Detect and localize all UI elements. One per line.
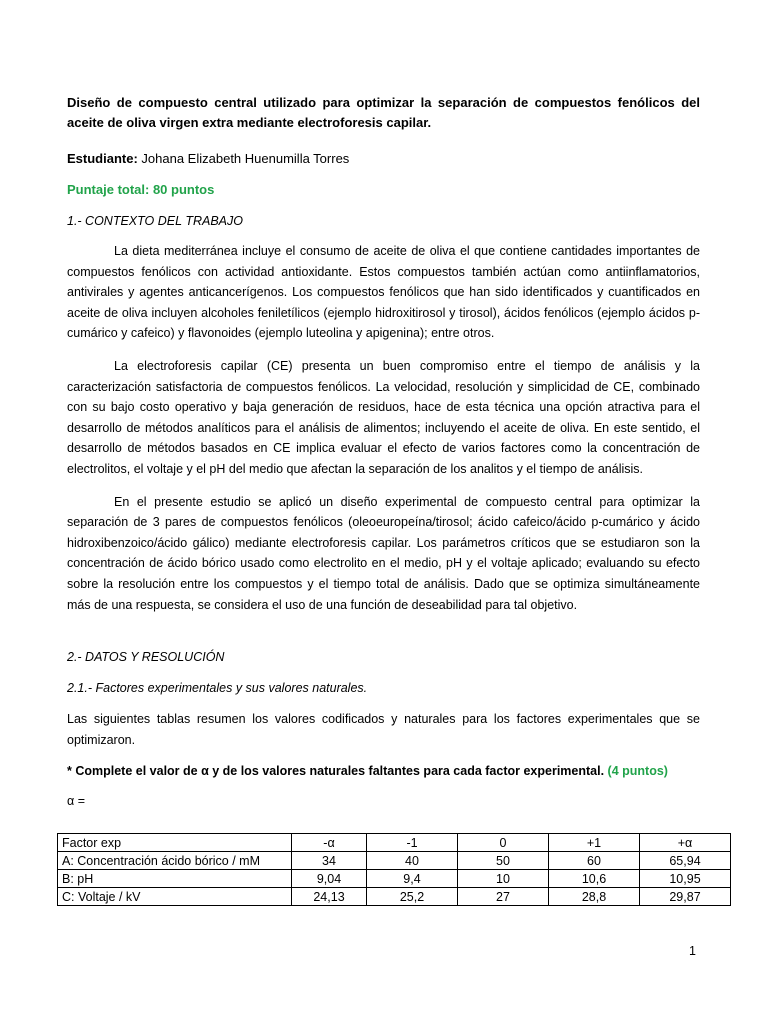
table-row	[58, 852, 731, 870]
table-cell: 10,95	[640, 870, 731, 888]
paragraph-1: La dieta mediterránea incluye el consumo de aceite de oliva el que contiene cantidades importantes de compuestos fenólicos con actividad antioxidante. Estos compuestos también actúan como antiinflamatorios, antivirales y agentes anticancerígenos. Los compuestos fenólicos que han sido identificados y cuantificados en aceite de oliva incluyen alcoholes feniletílicos (ejemplo hidroxitirosol y tirosol), ácidos fenólicos (ejemplo ácidos p-cumárico y cafeico) y flavonoides (ejemplo luteolina y apigenina); entre otros.	[67, 244, 700, 341]
section-1-heading: 1.- CONTEXTO DEL TRABAJO	[67, 214, 243, 228]
total-score: Puntaje total: 80 puntos	[67, 182, 215, 197]
student-name: Johana Elizabeth Huenumilla Torres	[141, 151, 350, 166]
factors-table	[57, 833, 731, 906]
table-header-cell: Factor exp	[58, 834, 292, 852]
table-cell: 10	[458, 870, 549, 888]
page-number: 1	[689, 944, 696, 958]
table-cell: 9,04	[292, 870, 367, 888]
table-cell: 34	[292, 852, 367, 870]
table-header-cell: -α	[292, 834, 367, 852]
table-cell: 65,94	[640, 852, 731, 870]
table-header-cell: +1	[549, 834, 640, 852]
table-cell: 27	[458, 888, 549, 906]
document-title: Diseño de compuesto central utilizado para optimizar la separación de compuestos fenólicos del aceite de oliva virgen extra mediante electroforesis capilar.	[67, 95, 700, 130]
section-2-heading: 2.- DATOS Y RESOLUCIÓN	[67, 650, 225, 665]
table-row	[58, 870, 731, 888]
paragraph-2: La electroforesis capilar (CE) presenta un buen compromiso entre el tiempo de análisis y la caracterización satisfactoria de compuestos fenólicos. La velocidad, resolución y simplicidad de CE, combinado con su bajo costo operativo y baja generación de residuos, hace de esta técnica una opción atractiva para el desarrollo de métodos analíticos para el análisis de alimentos; incluyendo el aceite de oliva. En este sentido, el desarrollo de métodos basados en CE implica evaluar el efecto de varios factores como la concentración de electrolitos, el voltaje y el pH del medio que afectan la separación de los analitos y el tiempo de análisis.	[67, 358, 700, 476]
table-cell: 24,13	[292, 888, 367, 906]
table-cell: B: pH	[58, 870, 292, 888]
instruction-text: * Complete el valor de α y de los valores naturales faltantes para cada factor experimental.	[67, 764, 605, 779]
table-header-cell: 0	[458, 834, 549, 852]
section-2-1-heading: 2.1.- Factores experimentales y sus valores naturales.	[67, 681, 368, 696]
student-line	[67, 150, 700, 168]
table-header-cell: +α	[640, 834, 731, 852]
table-cell: C: Voltaje / kV	[58, 888, 292, 906]
table-cell: 40	[367, 852, 458, 870]
table-row	[58, 888, 731, 906]
table-header-cell: -1	[367, 834, 458, 852]
document-page	[67, 93, 700, 810]
student-label: Estudiante:	[67, 151, 138, 166]
table-cell: 9,4	[367, 870, 458, 888]
table-cell: 25,2	[367, 888, 458, 906]
instruction	[67, 762, 700, 780]
table-cell: 60	[549, 852, 640, 870]
table-cell: 29,87	[640, 888, 731, 906]
table-cell: A: Concentración ácido bórico / mM	[58, 852, 292, 870]
section-2-1-text: Las siguientes tablas resumen los valores codificados y naturales para los factores experimentales que se optimizaron.	[67, 712, 700, 747]
table-cell: 50	[458, 852, 549, 870]
table-header-row	[58, 834, 731, 852]
instruction-points: (4 puntos)	[607, 764, 668, 779]
alpha-label: α =	[67, 794, 85, 809]
table-cell: 28,8	[549, 888, 640, 906]
paragraph-3: En el presente estudio se aplicó un diseño experimental de compuesto central para optimizar la separación de 3 pares de compuestos fenólicos (oleoeuropeína/tirosol; ácido cafeico/ácido p-cumárico y ácido hidroxibenzoico/ácido gálico) mediante electroforesis capilar. Los parámetros críticos que se estudiaron son la concentración de ácido bórico usado como electrolito en el medio, pH y el voltaje aplicado; evaluando su efecto sobre la resolución entre los compuestos y el tiempo total de análisis. Dado que se optimiza simultáneamente más de una respuesta, se considera el uso de una función de deseabilidad para tal objetivo.	[67, 494, 700, 612]
table-cell: 10,6	[549, 870, 640, 888]
